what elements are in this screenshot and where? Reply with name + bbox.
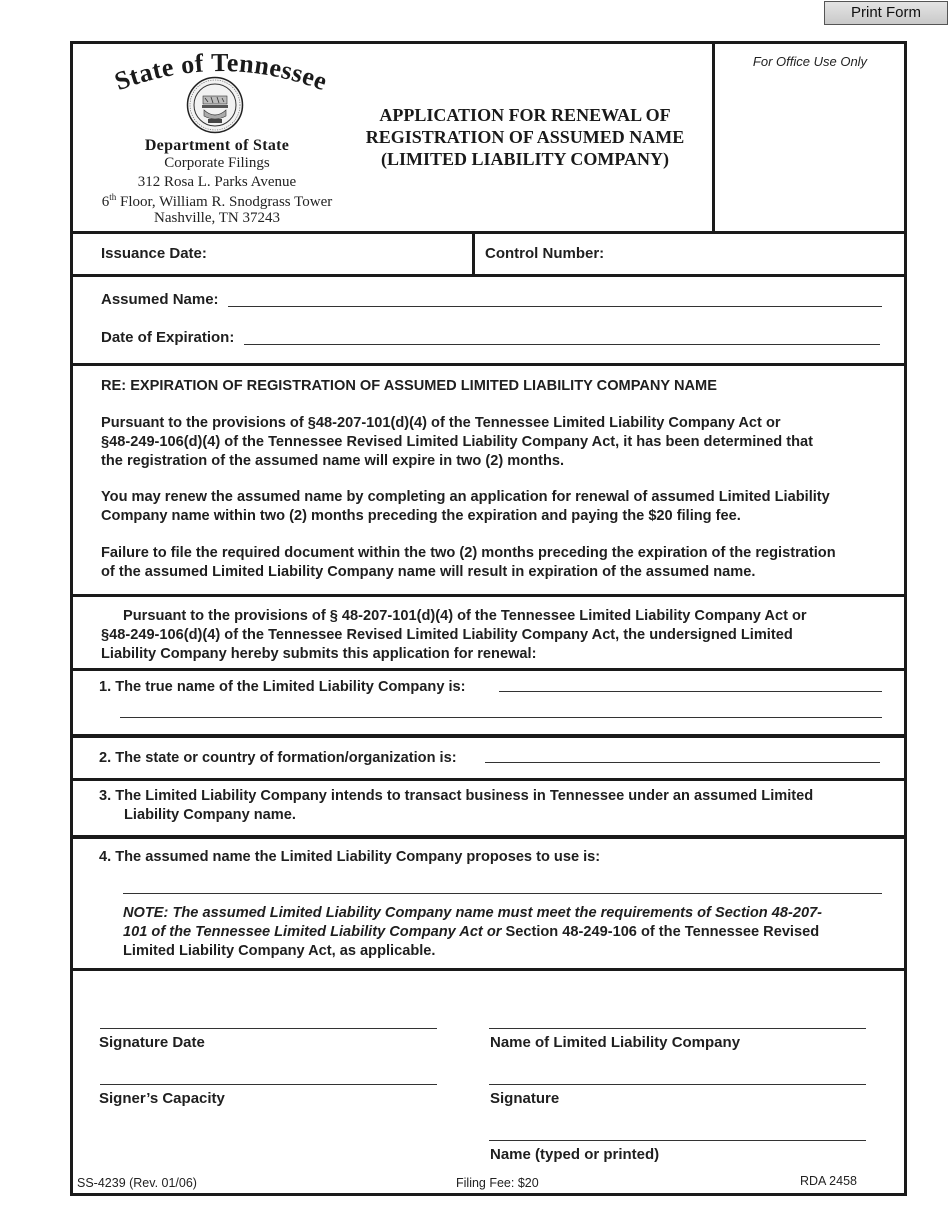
divider [70, 274, 907, 277]
date-of-expiration-input[interactable] [244, 344, 880, 345]
intro-line: Liability Company hereby submits this application for renewal: [101, 646, 537, 662]
title-line: REGISTRATION OF ASSUMED NAME [365, 127, 685, 147]
notice-line: the registration of the assumed name will expire in two (2) months. [101, 453, 565, 469]
state-of-formation-input[interactable] [485, 762, 880, 763]
note-line: NOTE: The assumed Limited Liability Company name must meet the requirements of Section 48-207- [123, 905, 823, 921]
title-line: (LIMITED LIABILITY COMPANY) [380, 149, 670, 169]
filing-fee: Filing Fee: $20 [456, 1176, 539, 1190]
item-1-label: 1. The true name of the Limited Liability Company is: [99, 679, 466, 695]
item-2-label: 2. The state or country of formation/organization is: [99, 750, 457, 766]
address-line: Corporate Filings [164, 155, 270, 171]
signature-date-label: Signature Date [99, 1034, 205, 1051]
rda-number: RDA 2458 [800, 1174, 857, 1188]
application-intro [101, 607, 807, 664]
notice-line: You may renew the assumed name by completing an application for renewal of assumed Limited Liability [101, 489, 830, 505]
department-name: Department of State [144, 137, 290, 154]
company-name-label: Name of Limited Liability Company [490, 1034, 741, 1051]
assumed-name-input[interactable] [228, 306, 882, 307]
divider [70, 835, 907, 839]
divider [70, 778, 907, 781]
notice-line: Failure to file the required document within the two (2) months preceding the expiration of the registration [101, 545, 836, 561]
address-line: 312 Rosa L. Parks Avenue [137, 174, 297, 190]
control-number-label: Control Number: [485, 245, 605, 262]
issuance-divider [472, 232, 475, 276]
note-plain-part: Section 48-249-106 of the Tennessee Revised [501, 924, 820, 940]
item-3-line: Liability Company name. [124, 807, 296, 823]
item-3-line: 3. The Limited Liability Company intends to transact business in Tennessee under an assumed Limited [99, 788, 814, 804]
signature-input[interactable] [489, 1084, 866, 1085]
signature-label: Signature [490, 1090, 560, 1107]
address-floor-number: 6 [101, 194, 110, 210]
notice-line: Pursuant to the provisions of §48-207-101(d)(4) of the Tennessee Limited Liability Company Act or [101, 415, 781, 431]
divider [70, 734, 907, 738]
address-floor-suffix: th [109, 192, 117, 202]
assumed-name-label: Assumed Name: [101, 291, 219, 308]
divider [70, 668, 907, 671]
signers-capacity-label: Signer’s Capacity [99, 1090, 225, 1107]
company-name-input[interactable] [489, 1028, 866, 1029]
tennessee-state-seal-icon [186, 76, 244, 134]
signers-capacity-input[interactable] [100, 1084, 437, 1085]
address-floor-rest: Floor, William R. Snodgrass Tower [116, 194, 333, 210]
issuance-date-label: Issuance Date: [101, 245, 207, 262]
notice-paragraph-2 [101, 488, 830, 526]
date-of-expiration-label: Date of Expiration: [101, 329, 235, 346]
item-4-label: 4. The assumed name the Limited Liability Company proposes to use is: [99, 849, 601, 865]
note-italic-part: 101 of the Tennessee Limited Liability Company Act or [123, 924, 502, 940]
office-use-divider [712, 41, 715, 233]
notice-re-heading: RE: EXPIRATION OF REGISTRATION OF ASSUMED LIMITED LIABILITY COMPANY NAME [101, 378, 717, 394]
notice-line: §48-249-106(d)(4) of the Tennessee Revised Limited Liability Company Act, it has been determined that [101, 434, 814, 450]
form-number: SS-4239 (Rev. 01/06) [77, 1176, 197, 1190]
notice-line: Company name within two (2) months preceding the expiration and paying the $20 filing fee. [101, 508, 741, 524]
true-name-input[interactable] [499, 691, 882, 692]
page-title [352, 104, 698, 170]
divider [70, 968, 907, 971]
address-line [92, 192, 342, 211]
intro-line: §48-249-106(d)(4) of the Tennessee Revised Limited Liability Company Act, the undersigned Limited [101, 627, 793, 643]
divider [70, 231, 907, 234]
office-use-label: For Office Use Only [752, 54, 868, 69]
note-line [123, 923, 822, 942]
title-line: APPLICATION FOR RENEWAL OF [379, 105, 671, 125]
notice-paragraph-1 [101, 414, 813, 471]
address-line: Nashville, TN 37243 [154, 210, 280, 226]
note-line: Limited Liability Company Act, as applicable. [123, 943, 436, 959]
intro-line: Pursuant to the provisions of § 48-207-101(d)(4) of the Tennessee Limited Liability Company Act or [123, 608, 807, 624]
name-typed-input[interactable] [489, 1140, 866, 1141]
notice-paragraph-3 [101, 544, 836, 582]
print-form-button[interactable]: Print Form [824, 1, 948, 25]
proposed-assumed-name-input[interactable] [123, 893, 882, 894]
assumed-name-note [123, 904, 822, 961]
true-name-input-line-2[interactable] [120, 717, 882, 718]
notice-line: of the assumed Limited Liability Company name will result in expiration of the assumed name. [101, 564, 756, 580]
state-title-text: State of Tennessee [110, 50, 332, 97]
divider [70, 594, 907, 597]
signature-date-input[interactable] [100, 1028, 437, 1029]
divider [70, 363, 907, 366]
item-3-label [99, 787, 813, 825]
name-typed-label: Name (typed or printed) [490, 1146, 660, 1163]
